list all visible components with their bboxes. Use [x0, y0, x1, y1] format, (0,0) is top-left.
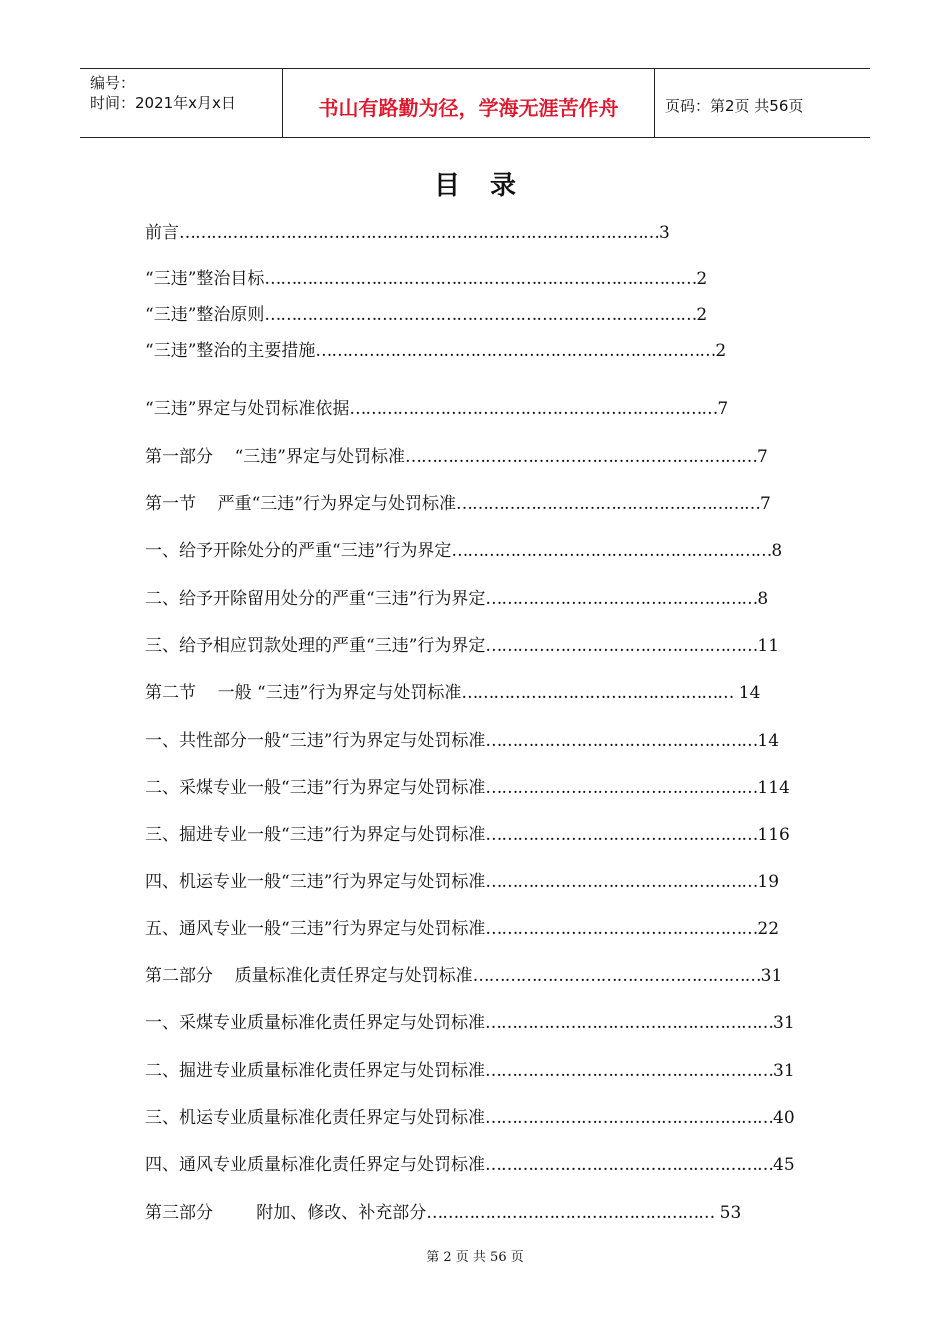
toc-entry[interactable]: 四、机运专业一般“三违”行为界定与处罚标准……………………………………………19 [145, 872, 780, 892]
toc-entry[interactable]: 第一部分 “三违”界定与处罚标准…………………………………………………………7 [145, 447, 768, 467]
toc-entry[interactable]: 第二部分 质量标准化责任界定与处罚标准………………………………………………31 [145, 966, 783, 986]
toc-entry[interactable]: “三违”整治的主要措施…………………………………………………………………2 [145, 341, 727, 361]
toc-entry[interactable]: 前言………………………………………………………………………………3 [145, 223, 670, 243]
toc-entry[interactable]: 第一节 严重“三违”行为界定与处罚标准…………………………………………………7 [145, 494, 771, 514]
toc-entry[interactable]: 四、通风专业质量标准化责任界定与处罚标准………………………………………………45 [145, 1155, 795, 1175]
toc-entry[interactable]: 第三部分 附加、修改、补充部分……………………………………………… 53 [145, 1203, 742, 1223]
toc-entry[interactable]: 三、掘进专业一般“三违”行为界定与处罚标准……………………………………………116 [145, 825, 790, 845]
toc-entry[interactable]: 一、给予开除处分的严重“三违”行为界定……………………………………………………8 [145, 541, 783, 561]
toc-entry[interactable]: 三、给予相应罚款处理的严重“三违”行为界定……………………………………………11 [145, 636, 780, 656]
page-footer: 第 2 页 共 56 页 [426, 1250, 524, 1265]
header-page-info: 页码：第2页 共56页 [665, 96, 804, 115]
header-motto: 书山有路勤为径，学海无涯苦作舟 [282, 69, 655, 137]
toc-entry[interactable]: 一、采煤专业质量标准化责任界定与处罚标准………………………………………………31 [145, 1013, 795, 1033]
toc-entry[interactable]: 二、采煤专业一般“三违”行为界定与处罚标准……………………………………………114 [145, 778, 790, 798]
toc-entry[interactable]: 一、共性部分一般“三违”行为界定与处罚标准……………………………………………14 [145, 731, 780, 751]
toc-title: 目录 [433, 171, 546, 201]
code-label: 编号： [90, 74, 136, 92]
time-label: 时间：2021年x月x日 [90, 94, 236, 112]
toc-entry[interactable]: “三违”界定与处罚标准依据……………………………………………………………7 [145, 399, 729, 419]
toc-entry[interactable]: 二、掘进专业质量标准化责任界定与处罚标准………………………………………………31 [145, 1061, 795, 1081]
toc-entry[interactable]: 五、通风专业一般“三违”行为界定与处罚标准……………………………………………22 [145, 919, 780, 939]
toc-entry[interactable]: 二、给予开除留用处分的严重“三违”行为界定……………………………………………8 [145, 589, 769, 609]
toc-entry[interactable]: “三违”整治目标………………………………………………………………………2 [145, 269, 708, 289]
toc-entry[interactable]: “三违”整治原则………………………………………………………………………2 [145, 305, 708, 325]
toc-entry[interactable]: 三、机运专业质量标准化责任界定与处罚标准………………………………………………40 [145, 1108, 795, 1128]
toc-entry[interactable]: 第二节 一般 “三违”行为界定与处罚标准…………………………………………… 14 [145, 683, 761, 703]
